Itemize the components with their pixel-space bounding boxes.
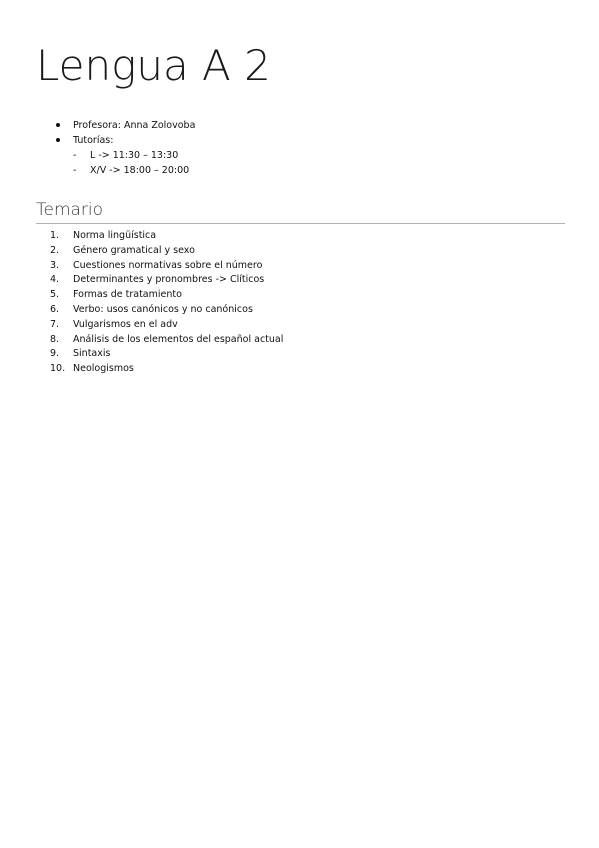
- temario-list: [50, 229, 283, 377]
- list-item: [50, 362, 283, 377]
- profesora-text: Profesora: Anna Zolovoba: [73, 120, 196, 131]
- item-text: Sintaxis: [73, 348, 111, 360]
- item-text: Cuestiones normativas sobre el número: [73, 259, 263, 271]
- item-number: 5.: [50, 289, 60, 301]
- item-number: 4.: [50, 274, 60, 286]
- item-number: 8.: [50, 333, 60, 345]
- list-item: [50, 244, 283, 259]
- item-number: 3.: [50, 259, 60, 271]
- item-number: 1.: [50, 230, 60, 241]
- item-text: Vulgarismos en el adv: [73, 318, 178, 330]
- list-item: [50, 273, 283, 288]
- page-title: Lengua A 2: [36, 41, 271, 90]
- item-number: 2.: [50, 244, 60, 256]
- item-text: Neologismos: [73, 363, 134, 375]
- tutorias-label: Tutorías:: [73, 135, 114, 146]
- bullet-icon: [56, 123, 60, 127]
- item-number: 10.: [50, 363, 66, 375]
- dash-marker: -: [73, 165, 77, 176]
- tutoria-time: L -> 11:30 – 13:30: [90, 150, 179, 161]
- section-heading-temario: Temario: [36, 200, 104, 220]
- list-item: [50, 318, 283, 333]
- list-item-profesora: [56, 118, 195, 133]
- list-item: [50, 229, 283, 244]
- tutoria-time: X/V -> 18:00 – 20:00: [90, 165, 190, 176]
- item-text: Determinantes y pronombres -> Clíticos: [73, 274, 265, 286]
- list-item-tutorias: [56, 133, 195, 148]
- item-text: Formas de tratamiento: [73, 289, 182, 301]
- item-text: Análisis de los elementos del español actual: [73, 333, 284, 345]
- list-item: [50, 303, 283, 318]
- bullet-icon: [56, 138, 60, 142]
- item-text: Norma lingüística: [73, 230, 157, 241]
- item-text: Género gramatical y sexo: [73, 244, 195, 256]
- list-item: [50, 288, 283, 303]
- item-number: 9.: [50, 348, 60, 360]
- dash-marker: -: [73, 150, 77, 161]
- item-text: Verbo: usos canónicos y no canónicos: [73, 303, 253, 315]
- item-number: 6.: [50, 303, 60, 315]
- sublist-item: [56, 163, 195, 178]
- list-item: [50, 259, 283, 274]
- sublist-item: [56, 148, 195, 163]
- item-number: 7.: [50, 318, 60, 330]
- section-divider: [36, 223, 565, 224]
- info-list: [56, 118, 195, 178]
- list-item: [50, 347, 283, 362]
- list-item: [50, 333, 283, 348]
